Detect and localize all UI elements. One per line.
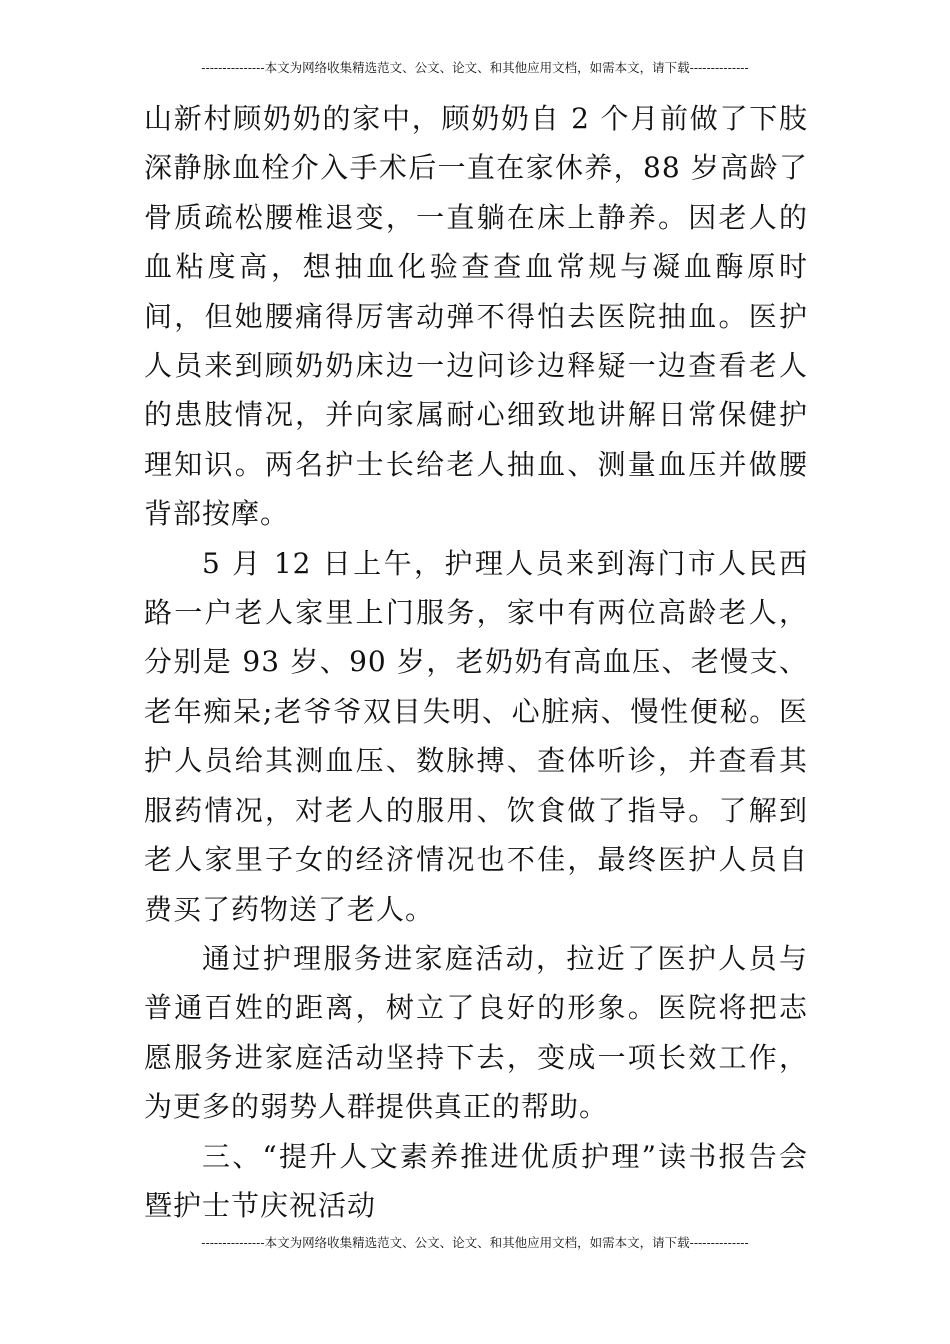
paragraph-continuation: 山新村顾奶奶的家中，顾奶奶自 2 个月前做了下肢深静脉血栓介入手术后一直在家休养，88 岁高龄了骨质疏松腰椎退变，一直躺在床上静养。因老人的血粘度高，想抽血化验查查血常规与凝血酶原时间，但她腰痛得厉害动弹不得怕去医院抽血。医护人员来到顾奶奶床边一边问诊边释疑一边查看老人的患肢情况，并向家属耐心细致地讲解日常保健护理知识。两名护士长给老人抽血、测量血压并做腰背部按摩。: [144, 102, 808, 531]
section-heading-three: 三、“提升人文素养推进优质护理”读书报告会暨护士节庆祝活动: [144, 1139, 808, 1222]
paragraph-conclusion: 通过护理服务进家庭活动，拉近了医护人员与普通百姓的距离，树立了良好的形象。医院将把志愿服务进家庭活动坚持下去，变成一项长效工作，为更多的弱势人群提供真正的帮助。: [144, 941, 808, 1124]
document-body: [144, 94, 808, 1230]
page-header: ---------------本文为网络收集精选范文、公文、论文、和其他应用文档，如需本文，请下载--------------: [201, 60, 749, 75]
page-footer: ---------------本文为网络收集精选范文、公文、论文、和其他应用文档，如需本文，请下载--------------: [201, 1235, 749, 1250]
paragraph-may-12-visit: 5 月 12 日上午，护理人员来到海门市人民西路一户老人家里上门服务，家中有两位高龄老人，分别是 93 岁、90 岁，老奶奶有高血压、老慢支、老年痴呆;老爷爷双目失明、心脏病、慢性便秘。医护人员给其测血压、数脉搏、查体听诊，并查看其服药情况，对老人的服用、饮食做了指导。了解到老人家里子女的经济情况也不佳，最终医护人员自费买了药物送了老人。: [144, 546, 808, 926]
